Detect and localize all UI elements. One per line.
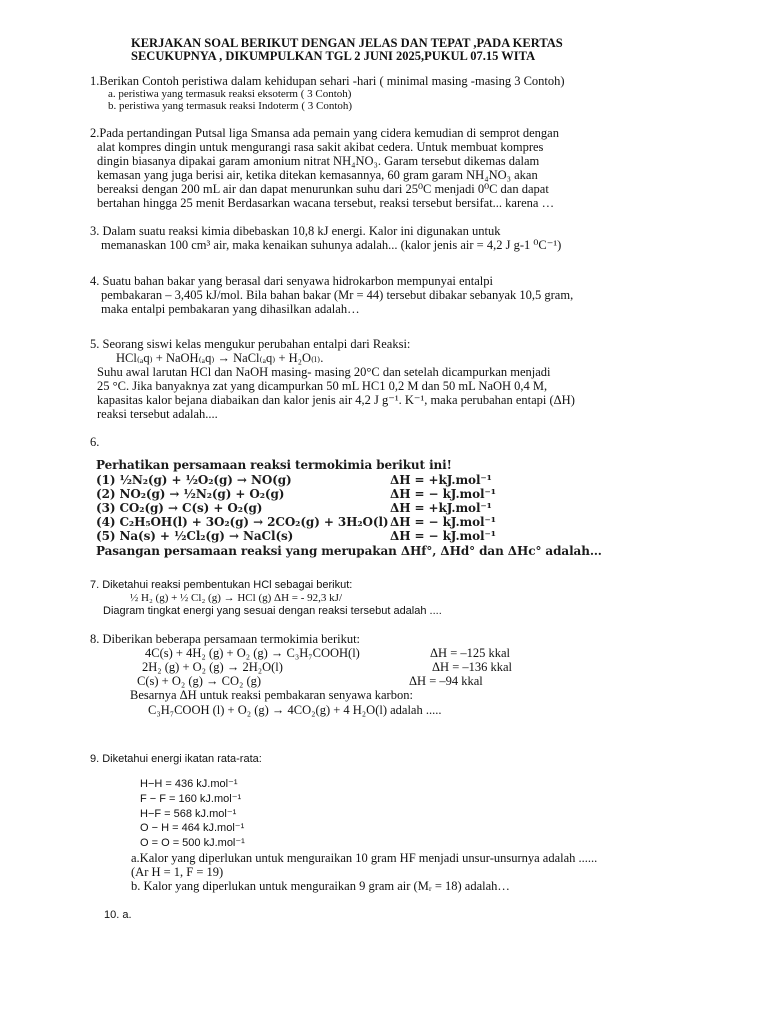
q6-number: 6. <box>90 435 100 449</box>
q9-bond-2: F − F = 160 kJ.mol⁻¹ <box>140 793 242 805</box>
q9-line-1: 9. Diketahui energi ikatan rata-rata: <box>90 753 262 765</box>
q2-line-6: bertahan hingga 25 menit Berdasarkan wacana tersebut, reaksi tersebut bersifat... karena … <box>97 196 555 210</box>
q7-line-3: Diagram tingkat energi yang sesuai dengan reaksi tersebut adalah .... <box>103 605 442 617</box>
q6-dh-4: ΔH = − kJ.mol⁻¹ <box>390 515 496 529</box>
q4-line-3: maka entalpi pembakaran yang dihasilkan adalah… <box>101 302 360 316</box>
q8-eq-3: C(s) + O₂ (g) → CO₂ (g) <box>137 674 262 688</box>
q8-eq-2: 2H₂ (g) + O₂ (g) → 2H₂O(l) <box>142 660 283 674</box>
q3-line-2: memanaskan 100 cm³ air, maka kenaikan suhunya adalah... (kalor jenis air = 4,2 J g-1 ⁰C⁻¹) <box>101 238 562 252</box>
q6-eq-1: (1) ½N₂(g) + ½O₂(g) → NO(g) <box>96 473 292 487</box>
q4-line-2: pembakaran – 3,405 kJ/mol. Bila bahan bakar (Mr = 44) tersebut dibakar sebanyak 10,5 gram, <box>101 288 574 302</box>
q4-line-1: 4. Suatu bahan bakar yang berasal dari senyawa hidrokarbon mempunyai entalpi <box>90 274 493 288</box>
q8-dh-1: ΔH = –125 kkal <box>430 646 511 660</box>
q1-option-b: b. peristiwa yang termasuk reaksi Indoterm ( 3 Contoh) <box>108 100 353 112</box>
q9-bond-1: H−H = 436 kJ.mol⁻¹ <box>140 778 238 790</box>
q5-reaction: HCl₍ₐq₎ + NaOH₍ₐq₎ → NaCl₍ₐq₎ + H₂O₍ₗ₎. <box>116 351 324 365</box>
q6-dh-5: ΔH = − kJ.mol⁻¹ <box>390 529 496 543</box>
q8-line-1: 8. Diberikan beberapa persamaan termokimia berikut: <box>90 632 361 646</box>
q6-eq-4: (4) C₂H₅OH(l) + 3O₂(g) → 2CO₂(g) + 3H₂O(l) <box>96 515 389 529</box>
q6-thermochem-image <box>96 458 602 562</box>
q8-dh-2: ΔH = –136 kkal <box>432 660 513 674</box>
q8-eq-1: 4C(s) + 4H₂ (g) + O₂ (g) → C₃H₇COOH(l) <box>145 646 360 660</box>
q2-line-1: 2.Pada pertandingan Putsal liga Smansa ada pemain yang cidera kemudian di semprot dengan <box>90 126 559 140</box>
q7-line-1: 7. Diketahui reaksi pembentukan HCl sebagai berikut: <box>90 579 353 591</box>
header-line-2: SECUKUPNYA , DIKUMPULKAN TGL 2 JUNI 2025,PUKUL 07.15 WITA <box>131 49 536 63</box>
q6-dh-2: ΔH = − kJ.mol⁻¹ <box>390 487 496 501</box>
q10-line-1: 10. a. <box>104 909 132 921</box>
q5-line-5: kapasitas kalor bejana diabaikan dan kalor jenis air 4,2 J g⁻¹. K⁻¹, maka perubahan entapi (ΔH) <box>97 393 575 407</box>
q6-title: Perhatikan persamaan reaksi termokimia berikut ini! <box>96 458 452 472</box>
q5-line-1: 5. Seorang siswi kelas mengukur perubahan entalpi dari Reaksi: <box>90 337 411 351</box>
q1-option-a: a. peristiwa yang termasuk reaksi eksoterm ( 3 Contoh) <box>108 88 352 100</box>
q5-line-3: Suhu awal larutan HCl dan NaOH masing- masing 20°C dan setelah dicampurkan menjadi <box>97 365 551 379</box>
q2-line-3: dingin biasanya dipakai garam amonium nitrat NH₄NO₃. Garam tersebut dikemas dalam <box>97 154 540 168</box>
q9-part-a-note: (Ar H = 1, F = 19) <box>131 865 224 879</box>
q6-eq-2: (2) NO₂(g) → ½N₂(g) + O₂(g) <box>96 487 285 501</box>
q8-line-6: C₃H₇COOH (l) + O₂ (g) → 4CO₂(g) + 4 H₂O(l) adalah ..... <box>148 703 442 717</box>
q3-line-1: 3. Dalam suatu reaksi kimia dibebaskan 10,8 kJ energi. Kalor ini digunakan untuk <box>90 224 501 238</box>
q1-question: 1.Berikan Contoh peristiwa dalam kehidupan sehari -hari ( minimal masing -masing 3 Contoh) <box>90 74 565 88</box>
q5-line-4: 25 °C. Jika banyaknya zat yang dicampurkan 50 mL HC1 0,2 M dan 50 mL NaOH 0,4 M, <box>97 379 548 393</box>
q6-footer: Pasangan persamaan reaksi yang merupakan ΔHf°, ΔHd° dan ΔHc° adalah… <box>96 544 602 558</box>
header-line-1: KERJAKAN SOAL BERIKUT DENGAN JELAS DAN TEPAT ,PADA KERTAS <box>131 36 563 50</box>
q7-reaction: ½ H₂ (g) + ½ Cl₂ (g) → HCl (g) ΔH = - 92,3 kJ/ <box>130 592 342 604</box>
q5-line-6: reaksi tersebut adalah.... <box>97 407 218 421</box>
q2-line-2: alat kompres dingin untuk mengurangi rasa sakit akibat cedera. Untuk membuat kompres <box>97 140 544 154</box>
q2-line-4: kemasan yang juga berisi air, ketika ditekan kemasannya, 60 gram garam NH₄NO₃ akan <box>97 168 538 182</box>
q6-eq-5: (5) Na(s) + ½Cl₂(g) → NaCl(s) <box>96 529 294 543</box>
q9-bond-3: H−F = 568 kJ.mol⁻¹ <box>140 808 237 820</box>
q9-part-a: a.Kalor yang diperlukan untuk menguraikan 10 gram HF menjadi unsur-unsurnya adalah ...... <box>131 851 598 865</box>
q6-dh-1: ΔH = +kJ.mol⁻¹ <box>390 473 492 487</box>
q9-bond-4: O − H = 464 kJ.mol⁻¹ <box>140 822 245 834</box>
q8-line-5: Besarnya ΔH untuk reaksi pembakaran senyawa karbon: <box>130 688 413 702</box>
q9-part-b: b. Kalor yang diperlukan untuk menguraikan 9 gram air (Mᵣ = 18) adalah… <box>131 879 510 893</box>
q9-bond-5: O = O = 500 kJ.mol⁻¹ <box>140 837 245 849</box>
q8-dh-3: ΔH = –94 kkal <box>409 674 483 688</box>
q6-eq-3: (3) CO₂(g) → C(s) + O₂(g) <box>96 501 263 515</box>
q2-line-5: bereaksi dengan 200 mL air dan dapat menurunkan suhu dari 25⁰C menjadi 0⁰C dan dapat <box>97 182 549 196</box>
q6-dh-3: ΔH = +kJ.mol⁻¹ <box>390 501 492 515</box>
